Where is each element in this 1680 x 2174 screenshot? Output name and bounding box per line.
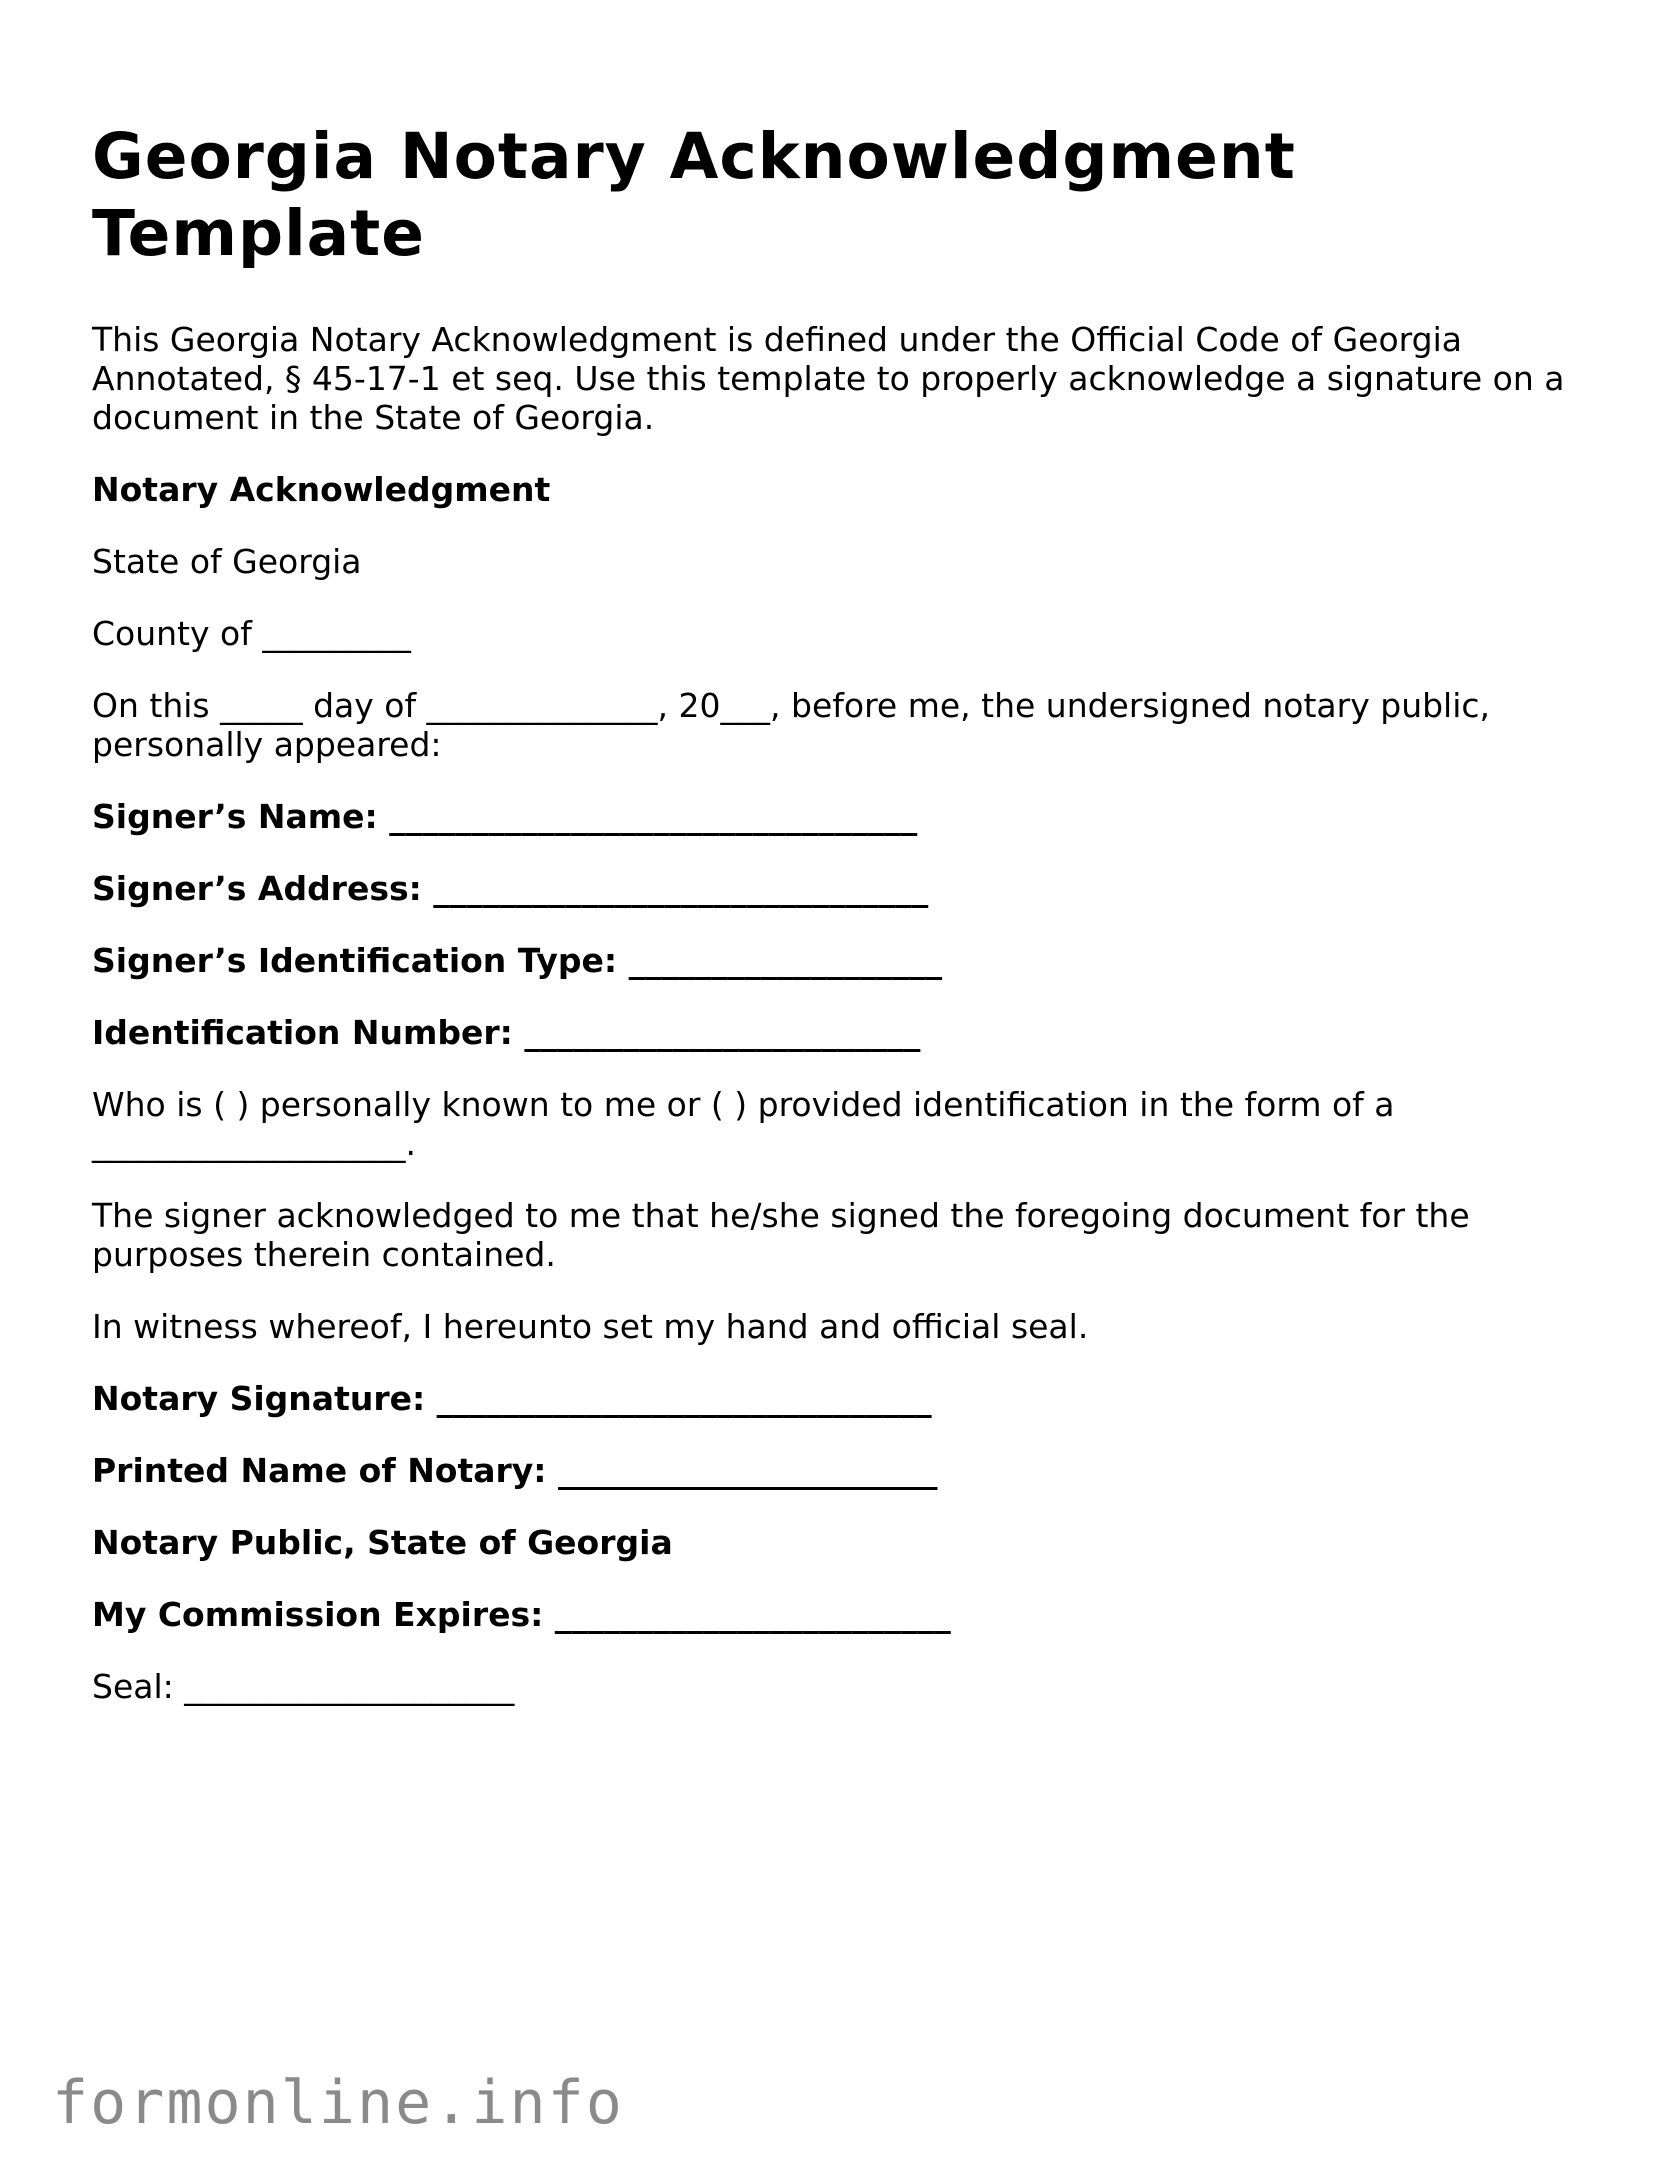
- signer-address-field: Signer’s Address: ______________________________: [92, 869, 929, 908]
- identification-paragraph: Who is ( ) personally known to me or ( ) provided identification in the form of a ___________________.: [92, 1085, 1405, 1163]
- id-number-field: Identification Number: ________________________: [92, 1013, 921, 1052]
- acknowledgment-paragraph: The signer acknowledged to me that he/she signed the foregoing document for the purposes therein contained.: [92, 1196, 1481, 1274]
- intro-paragraph: This Georgia Notary Acknowledgment is defined under the Official Code of Georgia Annotated, § 45-17-1 et seq. Use this template to properly acknowledge a signature on a document in the State of Georgia.: [92, 320, 1565, 437]
- notary-signature-field: Notary Signature: ______________________________: [92, 1379, 932, 1418]
- county-line: County of _________: [92, 614, 411, 653]
- document-title: Georgia Notary Acknowledgment Template: [92, 120, 1296, 270]
- witness-line: In witness whereof, I hereunto set my hand and official seal.: [92, 1307, 1089, 1346]
- watermark: formonline.info: [52, 2068, 624, 2138]
- appearance-paragraph: On this _____ day of ______________, 20___, before me, the undersigned notary public, personally appeared:: [92, 686, 1501, 764]
- document-page: [92, 118, 1592, 1706]
- printed-name-field: Printed Name of Notary: _______________________: [92, 1451, 938, 1490]
- signer-name-field: Signer’s Name: ________________________________: [92, 797, 918, 836]
- state-line: State of Georgia: [92, 542, 362, 581]
- notary-public-line: Notary Public, State of Georgia: [92, 1523, 673, 1562]
- seal-field: Seal: ____________________: [92, 1667, 515, 1706]
- signer-id-type-field: Signer’s Identification Type: ___________________: [92, 941, 943, 980]
- commission-expires-field: My Commission Expires: ________________________: [92, 1595, 951, 1634]
- section-heading: Notary Acknowledgment: [92, 470, 551, 509]
